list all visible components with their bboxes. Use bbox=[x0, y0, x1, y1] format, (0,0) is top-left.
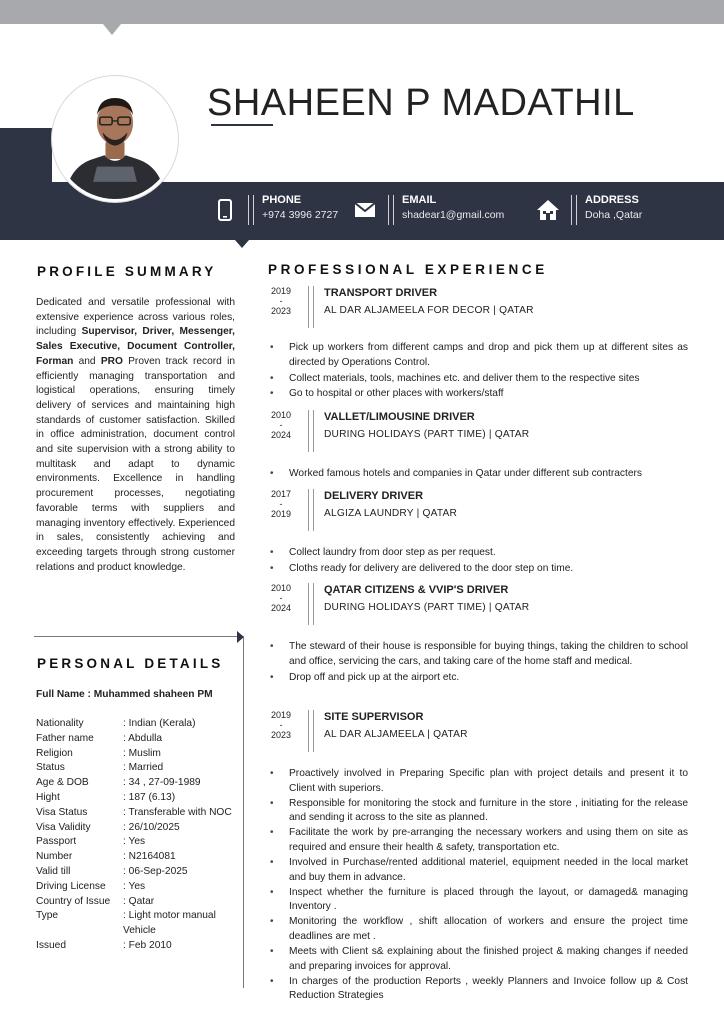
job-year-end: 2023 bbox=[270, 305, 292, 316]
job-bullet: • Drop off and pick up at the airport etc. bbox=[270, 670, 688, 685]
job-bullets bbox=[270, 545, 688, 576]
profile-rest: Proven track record in efficiently managing transportation and logistical operations, ensuring timely delivery of services and maintaining high standards of customer satisfaction. Skilled in office administration, document control and site supervision with a strong ability to multitask and adapt to dynamic environments. Excellence in handling procurement processes, negotiating favorable terms with suppliers and managing inventory effectively. Experienced in sales, consistently achieving and exceeding targets through strong customer relations and product knowledge. bbox=[36, 355, 235, 573]
personal-detail-row bbox=[36, 939, 246, 954]
personal-detail-row bbox=[36, 791, 246, 806]
job-year-end: 2023 bbox=[270, 729, 292, 740]
personal-detail-row bbox=[36, 865, 246, 880]
home-icon bbox=[535, 197, 561, 223]
header-left-block bbox=[0, 128, 52, 182]
envelope-icon bbox=[352, 197, 378, 223]
job-year-end: 2024 bbox=[270, 602, 292, 613]
personal-detail-row bbox=[36, 806, 246, 821]
personal-detail-key: Religion bbox=[36, 747, 73, 759]
job-year-dash: - bbox=[279, 592, 283, 603]
job-bullet: • Proactively involved in Preparing Specific plan with project details and present it to Client with superiors. bbox=[270, 767, 688, 796]
personal-detail-key: Nationality bbox=[36, 718, 84, 729]
job-bullet: • Collect laundry from door step as per request. bbox=[270, 545, 688, 560]
job-header bbox=[262, 583, 529, 625]
personal-detail-row bbox=[36, 850, 246, 865]
personal-detail-row bbox=[36, 747, 246, 762]
personal-detail-row bbox=[36, 909, 246, 939]
personal-detail-value: : 34 , 27-09-1989 bbox=[123, 777, 201, 789]
job-year-dash: - bbox=[279, 719, 283, 730]
job-title: SITE SUPERVISOR bbox=[324, 711, 424, 723]
top-banner-notch bbox=[103, 24, 121, 35]
experience-heading: PROFESSIONAL EXPERIENCE bbox=[268, 262, 548, 277]
job-year-start: 2010 bbox=[270, 583, 292, 593]
contact-separator bbox=[571, 195, 577, 225]
job-years bbox=[262, 583, 300, 625]
job-bullets bbox=[270, 767, 688, 1005]
job-header bbox=[262, 489, 457, 531]
job-separator bbox=[308, 489, 314, 531]
job-bullets bbox=[270, 466, 688, 482]
personal-detail-row bbox=[36, 895, 246, 910]
job-bullets bbox=[270, 340, 688, 402]
phone-icon bbox=[212, 197, 238, 223]
personal-detail-value: : Yes bbox=[123, 880, 146, 892]
job-year-start: 2010 bbox=[270, 410, 292, 420]
address-value: Doha ,Qatar bbox=[585, 209, 643, 221]
personal-detail-value: : Qatar bbox=[123, 895, 155, 907]
personal-detail-key: Father name bbox=[36, 732, 94, 744]
job-bullet: • The steward of their house is responsible for buying things, taking the children to school and office, servicing the cars, and taking care of the home staff and medical. bbox=[270, 639, 688, 669]
job-bullet: • Monitoring the workflow , shift allocation of workers and ensure the project time deadlines are met . bbox=[270, 915, 688, 944]
personal-details-heading: PERSONAL DETAILS bbox=[37, 656, 224, 671]
job-bullet: • Meets with Client s& explaining about the finished project & making changes if needed and preparing invoices for approval. bbox=[270, 945, 688, 974]
personal-detail-row bbox=[36, 761, 246, 776]
personal-detail-value: : Transferable with NOC bbox=[123, 806, 232, 818]
personal-detail-row bbox=[36, 880, 246, 895]
job-bullet: • In charges of the production Reports , weekly Planners and Invoice follow up & Cost Reduction Strategies bbox=[270, 975, 688, 1004]
phone-value[interactable]: +974 3996 2727 bbox=[262, 209, 339, 221]
job-company: DURING HOLIDAYS (PART TIME) | QATAR bbox=[324, 429, 530, 440]
personal-detail-value: : Feb 2010 bbox=[123, 939, 172, 951]
job-years bbox=[262, 410, 300, 452]
top-banner-strip bbox=[0, 0, 724, 24]
job-bullets bbox=[270, 639, 688, 685]
job-header bbox=[262, 286, 534, 328]
personal-detail-key: Issued bbox=[36, 939, 67, 951]
job-separator bbox=[308, 410, 314, 452]
contact-separator bbox=[388, 195, 394, 225]
job-separator bbox=[308, 583, 314, 625]
job-bullet: • Go to hospital or other places with workers/staff bbox=[270, 386, 688, 401]
address-label: ADDRESS bbox=[585, 194, 639, 206]
job-year-dash: - bbox=[279, 295, 283, 306]
personal-detail-value: : Yes bbox=[123, 836, 146, 848]
contact-phone bbox=[212, 193, 338, 225]
job-title: TRANSPORT DRIVER bbox=[324, 287, 438, 299]
job-bullet: • Worked famous hotels and companies in Qatar under different sub contracters bbox=[270, 466, 688, 481]
personal-detail-value: : 06-Sep-2025 bbox=[123, 865, 188, 877]
job-bullet: • Cloths ready for delivery are delivered to the door step on time. bbox=[270, 561, 688, 576]
personal-detail-value: : Abdulla bbox=[123, 732, 163, 744]
profile-photo bbox=[52, 76, 178, 202]
personal-detail-key: Country of Issue bbox=[36, 895, 111, 907]
job-year-start: 2019 bbox=[270, 286, 292, 296]
job-company: ALGIZA LAUNDRY | QATAR bbox=[324, 508, 458, 519]
personal-detail-value: : Married bbox=[123, 762, 164, 774]
personal-detail-row bbox=[36, 717, 246, 732]
job-years bbox=[262, 489, 300, 531]
personal-detail-key: Passport bbox=[36, 836, 77, 848]
contact-email bbox=[352, 193, 504, 225]
personal-details-table bbox=[36, 717, 246, 954]
email-value[interactable]: shadear1@gmail.com bbox=[402, 209, 505, 221]
personal-detail-key: Visa Status bbox=[36, 806, 88, 818]
personal-detail-value: : 26/10/2025 bbox=[123, 821, 180, 833]
personal-detail-value: : N2164081 bbox=[123, 851, 176, 863]
job-year-end: 2024 bbox=[270, 429, 292, 440]
personal-detail-value: : Light motor manual Vehicle bbox=[123, 910, 216, 937]
contact-bar-notch bbox=[235, 240, 249, 248]
left-divider bbox=[34, 636, 238, 637]
profile-photo-image bbox=[55, 79, 175, 199]
personal-detail-key: Number bbox=[36, 851, 73, 863]
phone-label: PHONE bbox=[262, 194, 302, 206]
personal-detail-key: Visa Validity bbox=[36, 821, 91, 833]
job-separator bbox=[308, 710, 314, 752]
job-header bbox=[262, 710, 468, 752]
job-title: QATAR CITIZENS & VVIP'S DRIVER bbox=[324, 584, 509, 596]
profile-role-pro: PRO bbox=[100, 355, 123, 367]
job-title: VALLET/LIMOUSINE DRIVER bbox=[324, 411, 475, 423]
profile-intro: Dedicated and versatile professional with extensive experience across various roles, including bbox=[36, 297, 235, 338]
personal-detail-value: : 187 (6.13) bbox=[123, 791, 176, 803]
personal-detail-key: Valid till bbox=[36, 865, 71, 877]
profile-summary-text bbox=[36, 296, 235, 575]
job-company: AL DAR ALJAMEELA | QATAR bbox=[324, 729, 468, 740]
personal-detail-key: Age & DOB bbox=[36, 777, 89, 789]
job-bullet: • Facilitate the work by pre-arranging the necessary workers and using them on site as required and ensure their health & safety, transportation etc. bbox=[270, 826, 688, 855]
job-title: DELIVERY DRIVER bbox=[324, 490, 424, 502]
job-year-start: 2019 bbox=[270, 710, 292, 720]
full-name: Full Name : Muhammed shaheen PM bbox=[36, 689, 213, 700]
job-separator bbox=[308, 286, 314, 328]
candidate-name: SHAHEEN P MADATHIL bbox=[207, 82, 635, 124]
personal-detail-row bbox=[36, 776, 246, 791]
personal-detail-key: Type bbox=[36, 910, 59, 922]
job-header bbox=[262, 410, 529, 452]
email-label: EMAIL bbox=[402, 194, 437, 206]
job-company: AL DAR ALJAMEELA FOR DECOR | QATAR bbox=[324, 305, 534, 316]
personal-detail-key: Status bbox=[36, 762, 65, 774]
personal-detail-row bbox=[36, 835, 246, 850]
personal-detail-row bbox=[36, 732, 246, 747]
job-years bbox=[262, 286, 300, 328]
job-bullet: • Responsible for monitoring the stock and furniture in the store , initiating for the release and sending it across to the site as planned. bbox=[270, 797, 688, 826]
job-year-end: 2019 bbox=[270, 508, 292, 519]
job-year-dash: - bbox=[279, 498, 283, 509]
personal-detail-key: Hight bbox=[36, 791, 60, 803]
job-company: DURING HOLIDAYS (PART TIME) | QATAR bbox=[324, 602, 530, 613]
profile-summary-heading: PROFILE SUMMARY bbox=[37, 264, 217, 279]
job-year-start: 2017 bbox=[270, 489, 292, 499]
job-year-dash: - bbox=[279, 419, 283, 430]
job-years bbox=[262, 710, 300, 752]
personal-detail-value: : Indian (Kerala) bbox=[123, 718, 196, 729]
personal-detail-key: Driving License bbox=[36, 880, 106, 892]
personal-detail-value: : Muslim bbox=[123, 747, 161, 759]
personal-detail-row bbox=[36, 821, 246, 836]
job-bullet: • Inspect whether the furniture is placed through the layout, or damaged& managing Inventory . bbox=[270, 886, 688, 915]
job-bullet: • Collect materials, tools, machines etc. and deliver them to the respective sites bbox=[270, 371, 688, 386]
profile-roles: Supervisor, Driver, Messenger, Sales Executive, Document Controller, Forman bbox=[36, 326, 235, 367]
profile-and: and bbox=[73, 355, 101, 367]
job-bullet: • Pick up workers from different camps and drop and pick them up at different sites as directed by Operations Control. bbox=[270, 340, 688, 370]
name-underline bbox=[211, 124, 273, 126]
contact-address bbox=[535, 193, 642, 225]
contact-separator bbox=[248, 195, 254, 225]
job-bullet: • Involved in Purchase/rented additional materiel, equipment needed in the local market and buy them in advance. bbox=[270, 856, 688, 885]
